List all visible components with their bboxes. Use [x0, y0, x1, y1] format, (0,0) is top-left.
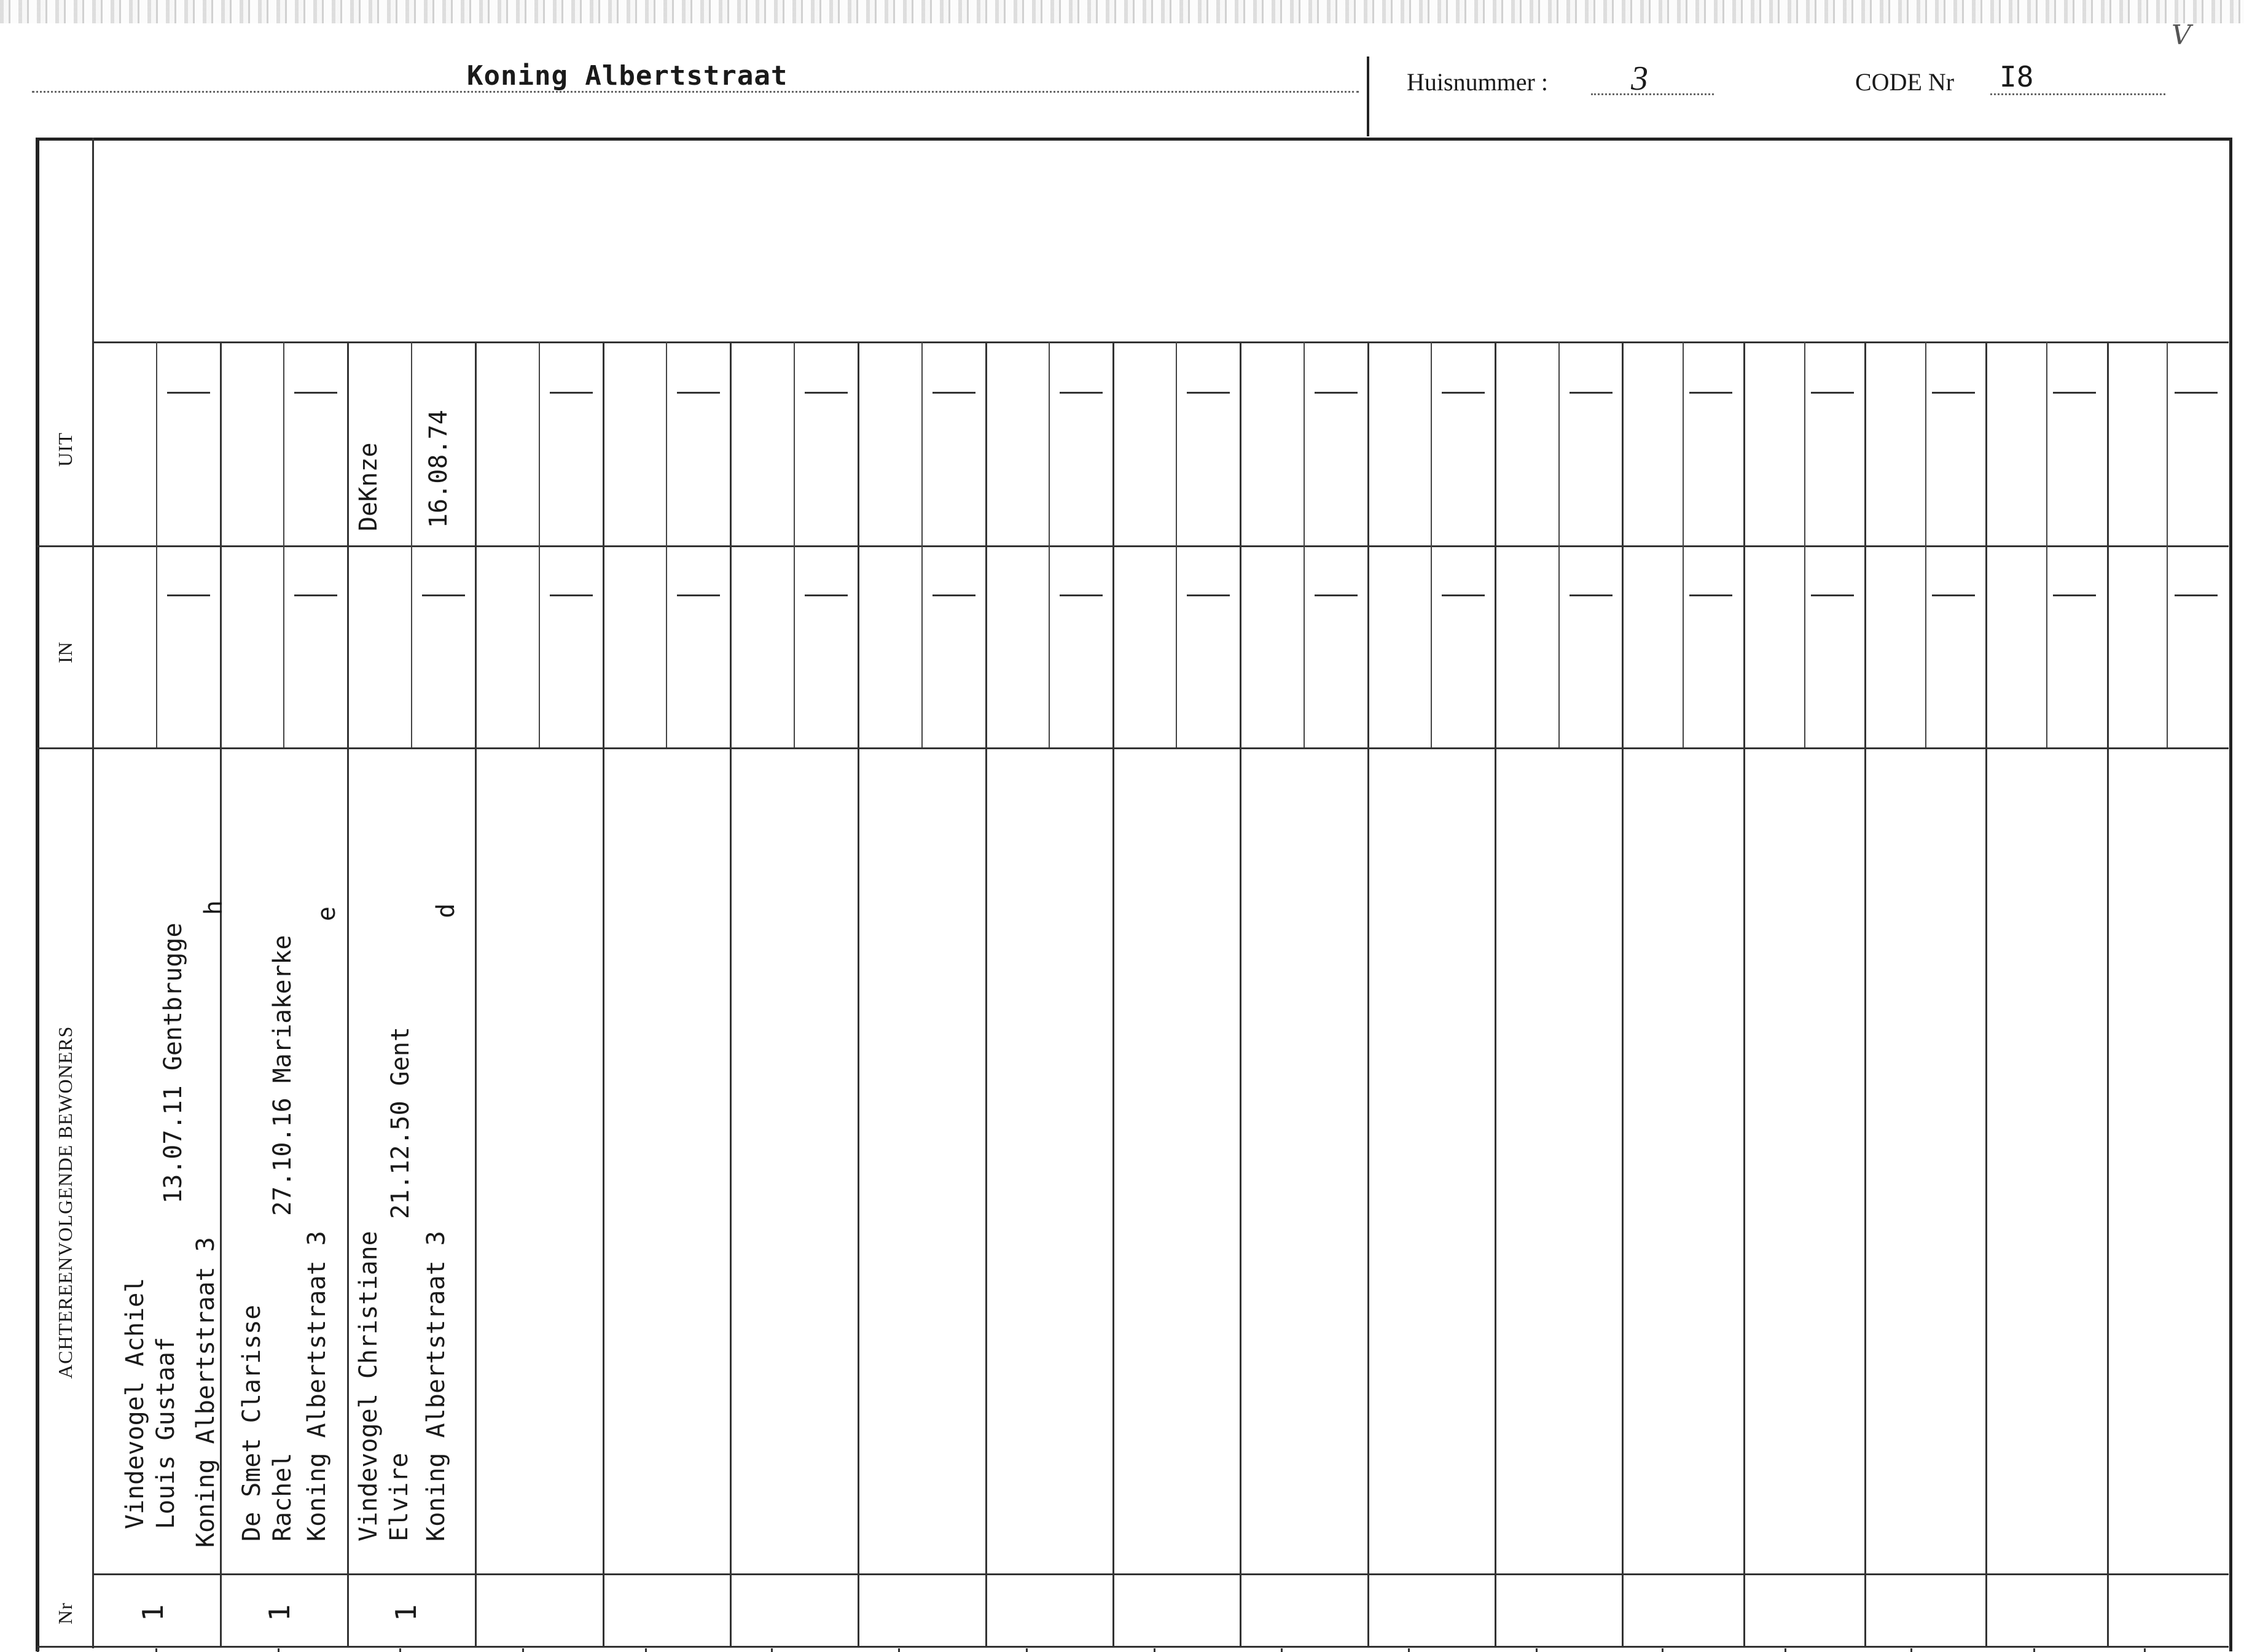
uit-dash	[294, 392, 337, 394]
resident-1-line1: Vindevogel Achiel	[121, 1277, 149, 1529]
uit-dash	[167, 392, 210, 394]
header-separator	[1367, 56, 1369, 136]
row-label-residents: ACHTEREENVOLGENDE BEWONERS	[54, 1026, 76, 1379]
resident-1-birth: 13.07.11 Gentbrugge	[159, 922, 187, 1204]
scan-edge	[0, 0, 2244, 23]
bottom-tick	[2033, 1648, 2035, 1652]
resident-3-line1: Vindevogel Christiane	[354, 1231, 383, 1541]
resident-2-line1: De Smet Clarisse	[238, 1304, 266, 1541]
column-divider	[1112, 341, 1114, 1646]
row-label-in: IN	[54, 641, 76, 663]
bottom-tick	[1408, 1648, 1410, 1652]
column-divider	[603, 341, 604, 1646]
bottom-tick	[1281, 1648, 1283, 1652]
column-divider	[347, 341, 349, 1646]
bottom-tick	[1026, 1648, 1028, 1652]
subcolumn-divider	[1925, 341, 1926, 747]
uit-dash	[1060, 392, 1103, 394]
subcolumn-divider	[1049, 341, 1050, 747]
bottom-tick	[522, 1648, 524, 1652]
bottom-tick	[278, 1648, 280, 1652]
bottom-tick	[771, 1648, 773, 1652]
resident-1-address: Koning Albertstraat 3	[192, 1237, 220, 1548]
column-divider	[1622, 341, 1624, 1646]
subcolumn-divider	[794, 341, 795, 747]
resident-1-status: h	[200, 900, 228, 915]
subcolumn-divider	[1176, 341, 1177, 747]
bottom-tick	[1154, 1648, 1155, 1652]
subcolumn-divider	[283, 341, 284, 747]
column-divider	[475, 341, 477, 1646]
uit-dash	[805, 392, 848, 394]
house-number-value: 3	[1631, 60, 1648, 98]
label-column-divider	[92, 138, 94, 1648]
bottom-tick	[37, 1648, 39, 1652]
resident-1-line2: Louis Gustaaf	[152, 1336, 180, 1529]
bottom-tick	[1785, 1648, 1786, 1652]
resident-3-line2: Elvire	[385, 1452, 413, 1541]
resident-3-status: d	[432, 903, 460, 918]
column-divider	[2107, 341, 2109, 1646]
subcolumn-divider	[1804, 341, 1805, 747]
frame-bottom	[37, 1646, 2229, 1648]
row-divider-uit-in	[37, 545, 2229, 547]
in-dash	[1570, 594, 1613, 596]
subcolumn-divider	[1431, 341, 1432, 747]
subcolumn-divider	[2046, 341, 2047, 747]
in-dash	[422, 594, 465, 596]
uit-dash	[1187, 392, 1230, 394]
house-number-label: Huisnummer :	[1407, 68, 1548, 96]
subcolumn-divider	[1683, 341, 1684, 747]
uit-dash	[1315, 392, 1358, 394]
uit-dash	[1570, 392, 1613, 394]
uit-dash	[1689, 392, 1732, 394]
code-value: I8	[2000, 60, 2034, 93]
in-dash	[805, 594, 848, 596]
column-divider	[1495, 341, 1496, 1646]
row-divider-residents-nr	[92, 1573, 2229, 1575]
resident-3-birth: 21.12.50 Gent	[386, 1026, 415, 1219]
in-dash	[167, 594, 210, 596]
column-divider	[1864, 341, 1866, 1646]
uit-dash	[1442, 392, 1485, 394]
bottom-tick	[645, 1648, 647, 1652]
in-dash	[1315, 594, 1358, 596]
row-divider-in-residents	[37, 747, 2229, 749]
resident-2-address: Koning Albertstraat 3	[303, 1231, 331, 1541]
in-dash	[1187, 594, 1230, 596]
house-number-dotted-line	[1591, 93, 1714, 95]
subcolumn-divider	[921, 341, 923, 747]
bottom-tick	[1536, 1648, 1538, 1652]
uit-dash	[677, 392, 720, 394]
subcolumn-divider	[666, 341, 667, 747]
bottom-tick	[1662, 1648, 1663, 1652]
uit-dash	[2053, 392, 2096, 394]
column-divider	[985, 341, 987, 1646]
column-divider	[730, 341, 732, 1646]
in-dash	[1932, 594, 1975, 596]
resident-3-address: Koning Albertstraat 3	[422, 1231, 450, 1541]
in-dash	[1811, 594, 1854, 596]
in-dash	[677, 594, 720, 596]
column-divider	[1985, 341, 1987, 1646]
in-dash	[932, 594, 975, 596]
bottom-tick	[1910, 1648, 1912, 1652]
in-dash	[1689, 594, 1732, 596]
subcolumn-divider	[2167, 341, 2168, 747]
row-label-uit: UIT	[54, 432, 76, 467]
in-dash	[1442, 594, 1485, 596]
resident-2-nr: 1	[263, 1604, 296, 1621]
subcolumn-divider	[539, 341, 540, 747]
in-dash	[1060, 594, 1103, 596]
subcolumn-divider	[1304, 341, 1305, 747]
in-dash	[2175, 594, 2218, 596]
column-divider	[1367, 341, 1369, 1646]
resident-3-nr: 1	[389, 1604, 423, 1621]
in-dash	[550, 594, 593, 596]
row-divider-top	[92, 341, 2229, 343]
column-divider	[220, 341, 222, 1646]
code-label: CODE Nr	[1855, 68, 1955, 96]
column-divider	[1743, 341, 1745, 1646]
bottom-tick	[399, 1648, 401, 1652]
in-dash	[294, 594, 337, 596]
bottom-tick	[2144, 1648, 2146, 1652]
code-dotted-line	[1990, 93, 2165, 95]
resident-3-uit-place: DeKnze	[354, 442, 383, 531]
resident-2-status: e	[313, 906, 341, 921]
corner-mark: V	[2172, 20, 2191, 51]
uit-dash	[1932, 392, 1975, 394]
uit-dash	[1811, 392, 1854, 394]
uit-dash	[2175, 392, 2218, 394]
column-divider	[1240, 341, 1241, 1646]
resident-1-nr: 1	[136, 1604, 170, 1621]
resident-3-uit-date: 16.08.74	[424, 410, 453, 528]
column-divider	[858, 341, 859, 1646]
street-name: Koning Albertstraat	[467, 60, 788, 92]
subcolumn-divider	[1558, 341, 1560, 747]
subcolumn-divider	[156, 341, 157, 747]
row-label-nr: Nr	[54, 1602, 76, 1624]
bottom-tick	[155, 1648, 157, 1652]
resident-2-birth: 27.10.16 Mariakerke	[268, 935, 297, 1216]
bottom-tick	[898, 1648, 900, 1652]
uit-dash	[550, 392, 593, 394]
in-dash	[2053, 594, 2096, 596]
resident-2-line2: Rachel	[268, 1452, 297, 1541]
uit-dash	[932, 392, 975, 394]
subcolumn-divider	[411, 341, 412, 747]
